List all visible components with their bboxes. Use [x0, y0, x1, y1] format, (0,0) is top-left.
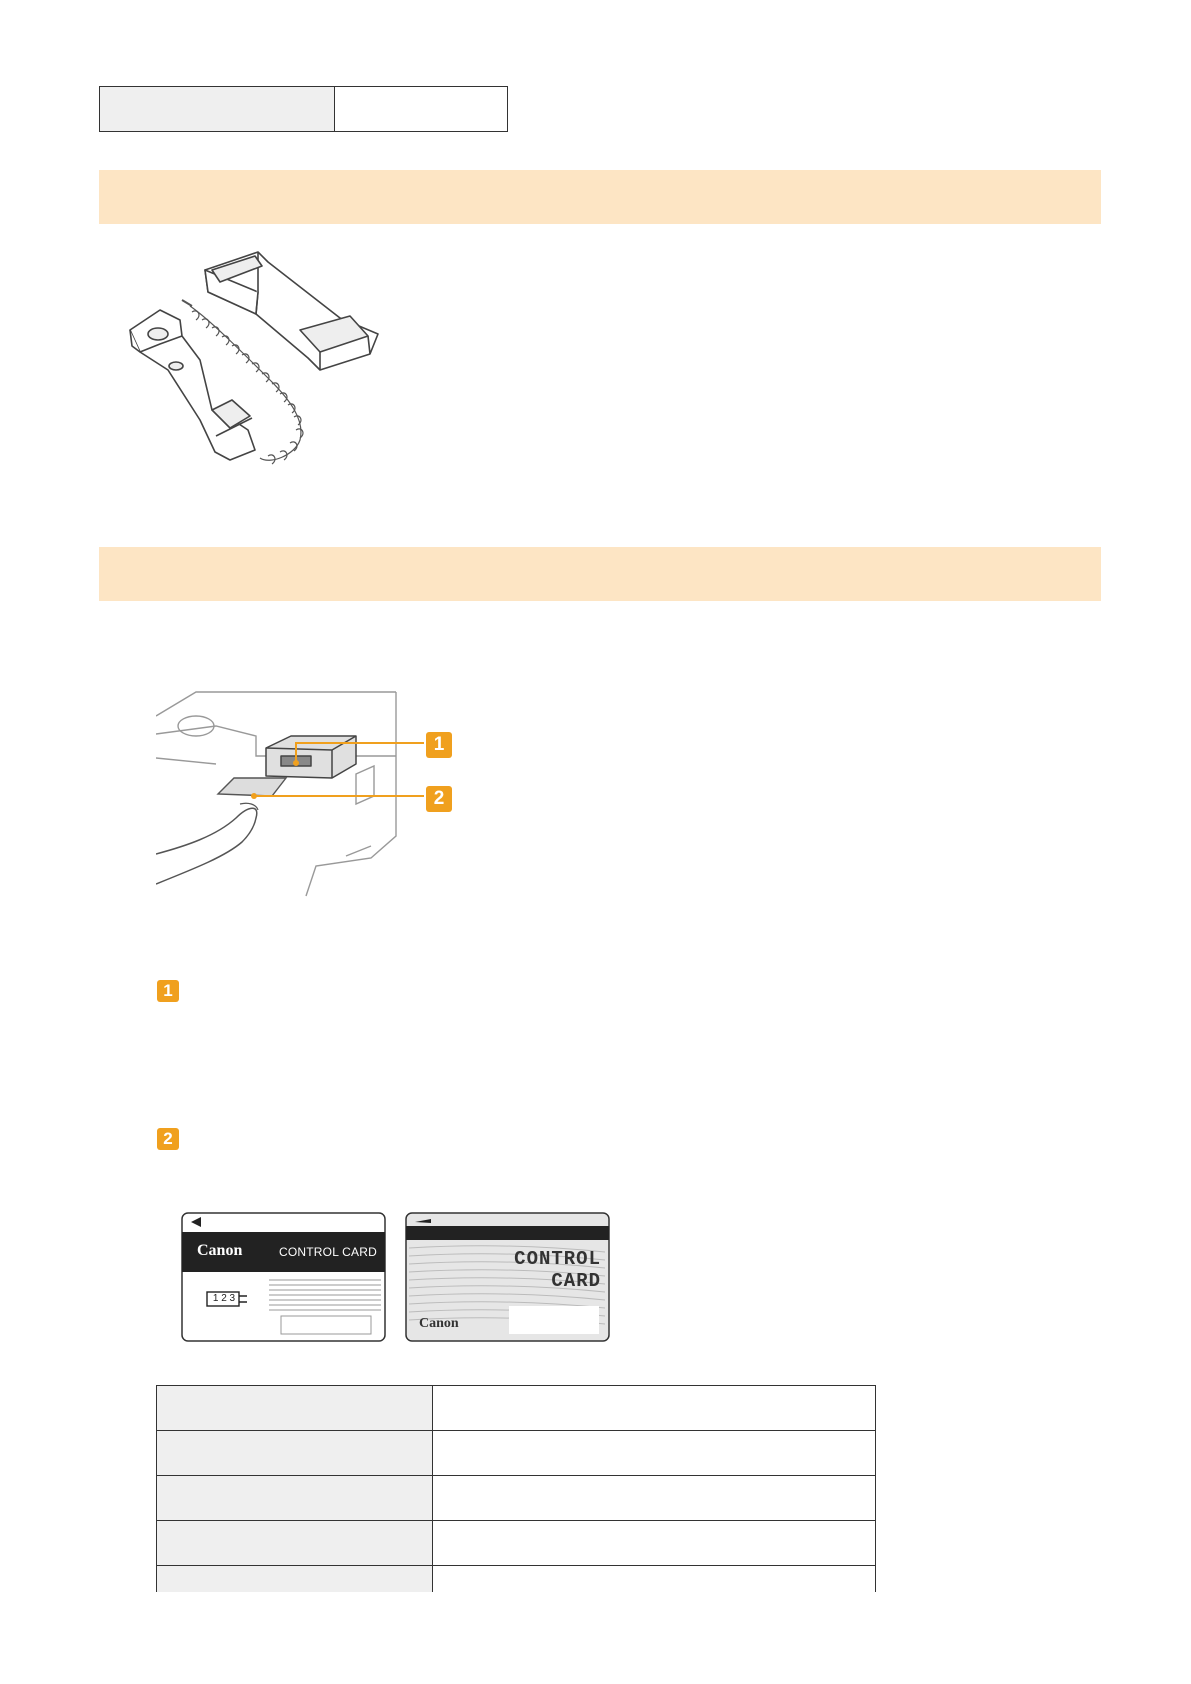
item-number-badge-2: 2	[157, 1128, 179, 1150]
card-reader-drawing	[156, 686, 456, 906]
section-heading-band	[99, 170, 1101, 224]
card-title: CONTROL CARD	[279, 1245, 377, 1259]
control-card-1	[181, 1212, 386, 1342]
card-reader-illustration	[156, 686, 456, 906]
control-card-1-art	[181, 1212, 386, 1342]
card-counter-label: 1 2 3	[212, 1293, 236, 1304]
callout-badge-2: 2	[426, 786, 452, 812]
handset-illustration	[120, 240, 390, 510]
spec-table-top	[99, 86, 508, 132]
table-value-cell	[335, 87, 508, 132]
table-header-cell	[100, 87, 335, 132]
table-header-cell	[157, 1476, 433, 1521]
table-row	[157, 1386, 876, 1431]
table-header-cell	[157, 1521, 433, 1566]
card-title-line2: CARD	[551, 1270, 601, 1292]
table-header-cell	[157, 1386, 433, 1431]
table-value-cell	[433, 1386, 876, 1431]
item-number-badge-1: 1	[157, 980, 179, 1002]
card-brand-logo: Canon	[419, 1316, 459, 1331]
table-row	[157, 1476, 876, 1521]
table-value-cell	[433, 1476, 876, 1521]
table-row	[100, 87, 508, 132]
spec-table-bottom	[156, 1385, 876, 1592]
table-row	[157, 1566, 876, 1593]
table-value-cell	[433, 1566, 876, 1593]
section-heading-band	[99, 547, 1101, 601]
table-row	[157, 1431, 876, 1476]
callout-badge-1: 1	[426, 732, 452, 758]
table-header-cell	[157, 1431, 433, 1476]
table-value-cell	[433, 1431, 876, 1476]
table-value-cell	[433, 1521, 876, 1566]
card-title-line1: CONTROL	[514, 1248, 601, 1270]
table-header-cell	[157, 1566, 433, 1593]
card-brand-logo: Canon	[197, 1242, 243, 1259]
control-card-2	[405, 1212, 610, 1342]
table-row	[157, 1521, 876, 1566]
